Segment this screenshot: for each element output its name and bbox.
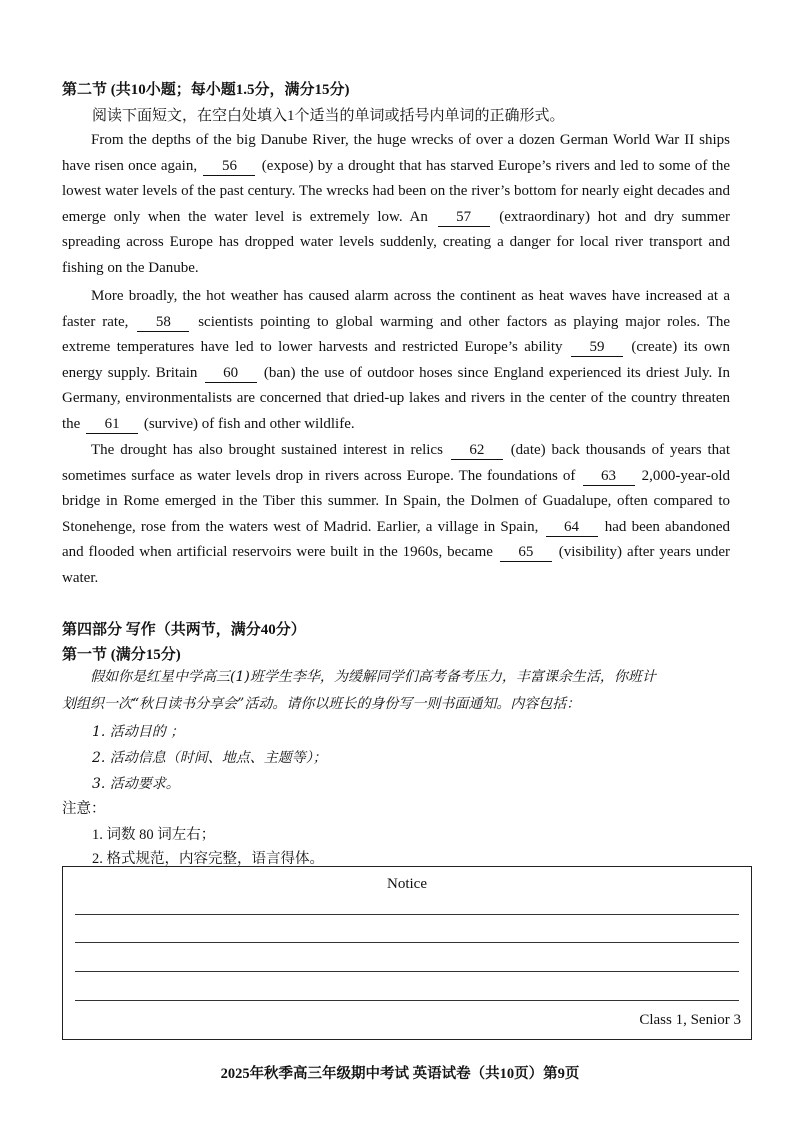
note-2: 2. 格式规范，内容完整，语言得体。 bbox=[92, 851, 324, 867]
writing-task bbox=[62, 664, 732, 717]
passage-text: From the depths of the big Danube River, the huge wrecks of over a dozen German World War II ships have risen once again, bbox=[62, 132, 730, 174]
passage-text: (ban) the use of outdoor hoses since England experienced its driest July. In Germany, environmentalists are concerned that dried-up lakes and rivers in the center of the country threaten the bbox=[62, 364, 731, 432]
passage-text: (survive) of fish and other wildlife. bbox=[143, 415, 355, 432]
blank-58[interactable]: 58 bbox=[137, 314, 189, 332]
writing-line[interactable] bbox=[75, 942, 739, 943]
passage-text: had been abandoned and flooded when artificial reservoirs were built in the 1960s, became bbox=[62, 518, 731, 561]
writing-line[interactable] bbox=[75, 1000, 739, 1001]
notice-title: Notice bbox=[387, 876, 427, 892]
section-2-heading: 第二节 (共10小题；每小题1.5分，满分15分) bbox=[62, 82, 350, 98]
blank-60[interactable]: 60 bbox=[205, 365, 257, 383]
blank-64[interactable]: 64 bbox=[546, 519, 598, 537]
task-line-2: 划组织一次“秋日读书分享会”活动。请你以班长的身份写一则书面通知。内容包括： bbox=[62, 695, 581, 712]
passage-text: (expose) by a drought that has starved Europe’s rivers and led to some of the lowest water levels of the past century. The wrecks had been on the river’s bottom for nearly eight decades and emerge only when the water level is extremely low. An bbox=[62, 157, 731, 225]
answer-box[interactable] bbox=[62, 866, 752, 1040]
passage-text: 2,000-year-old bridge in Rome emerged in the Tiber this summer. In Spain, the Dolmen of Guadalupe, often compared to Stonehenge, rose from the waters west of Madrid. Earlier, a village in Spain, bbox=[62, 467, 730, 535]
page-footer: 2025年秋季高三年级期中考试 英语试卷（共10页）第9页 bbox=[220, 1066, 580, 1082]
blank-62[interactable]: 62 bbox=[451, 442, 503, 460]
passage-text: The drought has also brought sustained interest in relics bbox=[91, 442, 443, 458]
passage-text: More broadly, the hot weather has caused alarm across the continent as heat waves have increased at a faster rate, bbox=[62, 288, 730, 330]
passage-paragraph-3 bbox=[62, 438, 730, 592]
notice-signature: Class 1, Senior 3 bbox=[639, 1012, 741, 1028]
section-2-instruction: 阅读下面短文，在空白处填入1个适当的单词或括号内单词的正确形式。 bbox=[92, 108, 565, 124]
blank-57[interactable]: 57 bbox=[438, 209, 490, 227]
task-point-1: 1. 活动目的 ； bbox=[92, 724, 185, 740]
section-1-heading: 第一节 (满分15分) bbox=[62, 647, 181, 663]
passage-text: (create) its own energy supply. Britain bbox=[62, 339, 731, 381]
blank-61[interactable]: 61 bbox=[86, 416, 138, 434]
task-point-2: 2. 活动信息（时间、地点、主题等）； bbox=[92, 750, 327, 766]
writing-line[interactable] bbox=[75, 971, 739, 972]
blank-65[interactable]: 65 bbox=[500, 544, 552, 562]
blank-63[interactable]: 63 bbox=[583, 468, 635, 486]
passage-text: (extraordinary) hot and dry summer spreading across Europe has dropped water levels suddenly, creating a danger for local river transport and fishing on the Danube. bbox=[62, 208, 730, 276]
blank-56[interactable]: 56 bbox=[203, 158, 255, 176]
blank-59[interactable]: 59 bbox=[571, 339, 623, 357]
note-1: 1. 词数 80 词左右； bbox=[92, 827, 216, 843]
notes-label: 注意： bbox=[62, 801, 106, 817]
task-line-1: 假如你是红星中学高三(1)班学生李华，为缓解同学们高考备考压力，丰富课余生活，你班计 bbox=[90, 669, 656, 685]
passage-paragraph-1 bbox=[62, 128, 730, 282]
part-4-heading: 第四部分 写作（共两节，满分40分） bbox=[62, 622, 306, 638]
passage-paragraph-2 bbox=[62, 284, 730, 438]
passage-text: scientists pointing to global warming and other factors as playing major roles. The extreme temperatures have led to lower harvests and restricted Europe’s ability bbox=[62, 313, 731, 356]
passage-text: (date) back thousands of years that sometimes surface as water levels drop in rivers across Europe. The foundations of bbox=[62, 442, 730, 484]
passage-text: (visibility) after years under water. bbox=[62, 544, 731, 586]
writing-line[interactable] bbox=[75, 914, 739, 915]
task-point-3: 3. 活动要求。 bbox=[92, 776, 180, 792]
